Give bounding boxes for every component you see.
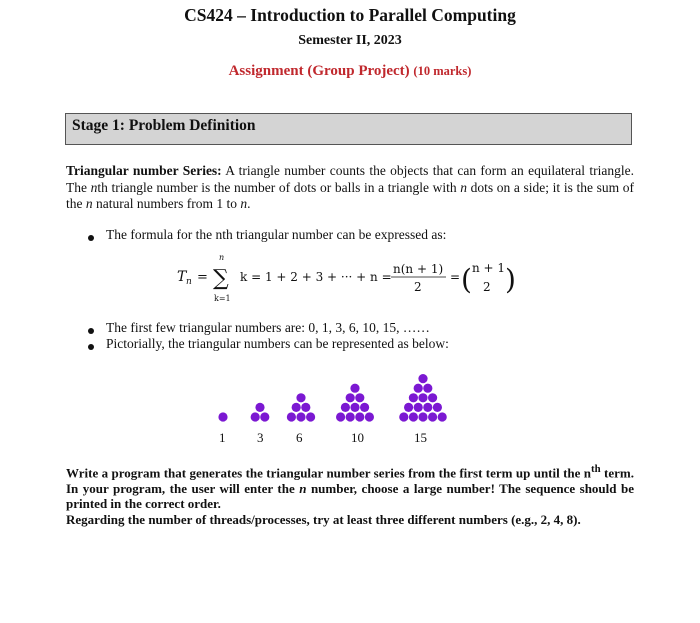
task-n: n	[299, 480, 307, 496]
triangle-10-dot	[336, 412, 345, 421]
triangle-10-dot	[355, 412, 364, 421]
formula-series: k = 1 + 2 + 3 + ··· + n =	[240, 270, 392, 284]
intro-n: n	[460, 179, 467, 195]
intro-n3: n	[240, 196, 248, 211]
triangle-15-dot	[433, 403, 442, 412]
triangle-10-dot	[350, 384, 359, 393]
triangle-10-dot	[350, 403, 359, 412]
triangle-6-dot	[296, 412, 305, 421]
triangle-10-dot	[346, 393, 355, 402]
formula-paren-right: )	[505, 263, 516, 296]
triangle-6-dot	[296, 393, 305, 402]
intro-n2: n	[85, 196, 93, 211]
assignment-marks: (10 marks)	[413, 64, 472, 78]
triangle-15-dot	[409, 412, 418, 421]
bullet-icon	[88, 344, 94, 350]
triangle-10-dot	[341, 403, 350, 412]
intro-text-3: dots on a side; it is the sum of the	[66, 179, 634, 211]
formula-lhs: T	[177, 269, 187, 285]
triangle-label: 10	[351, 430, 364, 445]
intro-text-2: th triangle number is the number of dots or balls in a triangle with	[97, 179, 461, 195]
bullet-first-few: The first few triangular numbers are: 0, 1, 3, 6, 10, 15, ……	[106, 320, 430, 335]
formula-binom-top: n + 1	[472, 261, 506, 275]
triangle-15-dot	[423, 384, 432, 393]
formula-lhs-sub: n	[186, 277, 192, 287]
triangle-6-dot	[301, 403, 310, 412]
triangle-6-dot	[287, 412, 296, 421]
triangle-15-dot	[418, 393, 427, 402]
bullet-formula-intro: The formula for the nth triangular number can be expressed as:	[106, 227, 447, 242]
stage-title: Stage 1: Problem Definition	[72, 117, 256, 134]
intro-lead: Triangular number Series:	[66, 163, 222, 178]
triangle-10-dot	[355, 393, 364, 402]
triangle-label: 1	[219, 430, 226, 445]
triangle-1-dot	[218, 412, 227, 421]
task-description	[66, 462, 634, 527]
task-text-2: term. In your program, the user will enter the	[66, 465, 634, 496]
bullet-icon	[88, 328, 94, 334]
triangle-15-dot	[414, 403, 423, 412]
formula-sum-lower: k=1	[214, 294, 231, 303]
bullet-pictorial: Pictorially, the triangular numbers can be represented as below:	[106, 336, 449, 351]
triangle-15-dot	[438, 412, 447, 421]
triangle-15-dot	[418, 412, 427, 421]
triangle-6-dot	[306, 412, 315, 421]
triangle-15-dot	[428, 412, 437, 421]
task-paragraph-2: Regarding the number of threads/processes, try at least three different numbers (e.g., 2, 4, 8).	[66, 511, 581, 527]
semester: Semester II, 2023	[298, 33, 402, 48]
task-text-1: Write a program that generates the triangular number series from the first term up until the n	[66, 465, 592, 481]
triangle-10-dot	[346, 412, 355, 421]
triangle-15-dot	[399, 412, 408, 421]
assignment-title-text: Assignment (Group Project)	[228, 63, 410, 79]
formula-equals-2: =	[450, 270, 461, 284]
course-title: CS424 – Introduction to Parallel Computing	[184, 5, 516, 25]
formula-equals: =	[197, 270, 208, 285]
triangle-10-dot	[360, 403, 369, 412]
triangle-15-dot	[404, 403, 413, 412]
triangle-label: 15	[414, 430, 427, 445]
triangle-15-dot	[418, 374, 427, 383]
task-sup: th	[591, 463, 601, 475]
triangle-6-dot	[292, 403, 301, 412]
formula-sum-upper: n	[219, 253, 225, 262]
intro-text-5: .	[247, 196, 251, 211]
triangle-15-dot	[414, 384, 423, 393]
triangular-dots-figure	[210, 370, 470, 422]
bullet-icon	[88, 235, 94, 241]
triangle-label: 3	[257, 430, 264, 445]
triangle-3-dot	[255, 403, 264, 412]
intro-text-1: A triangle number counts the objects that can form an equilateral triangle. The	[66, 163, 634, 195]
assignment-title	[0, 63, 700, 80]
intro-text-4: natural numbers from 1 to	[92, 196, 241, 211]
formula-binom-bottom: 2	[483, 280, 491, 294]
triangle-15-dot	[428, 393, 437, 402]
triangle-label: 6	[296, 430, 303, 445]
triangle-3-dot	[251, 412, 260, 421]
formula-paren-left: (	[461, 263, 472, 296]
formula-sum-sign: ∑	[213, 266, 229, 291]
triangle-15-dot	[423, 403, 432, 412]
task-paragraph-1	[66, 462, 634, 512]
formula-frac-num: n(n + 1)	[393, 262, 444, 276]
triangle-3-dot	[260, 412, 269, 421]
triangular-formula	[175, 253, 545, 303]
intro-nth: n	[90, 179, 98, 195]
intro-paragraph	[66, 163, 634, 213]
triangle-10-dot	[365, 412, 374, 421]
triangle-15-dot	[409, 393, 418, 402]
formula-frac-den: 2	[414, 280, 422, 294]
task-text-3: number, choose a large number! The sequence should be printed in the correct order.	[66, 480, 634, 512]
